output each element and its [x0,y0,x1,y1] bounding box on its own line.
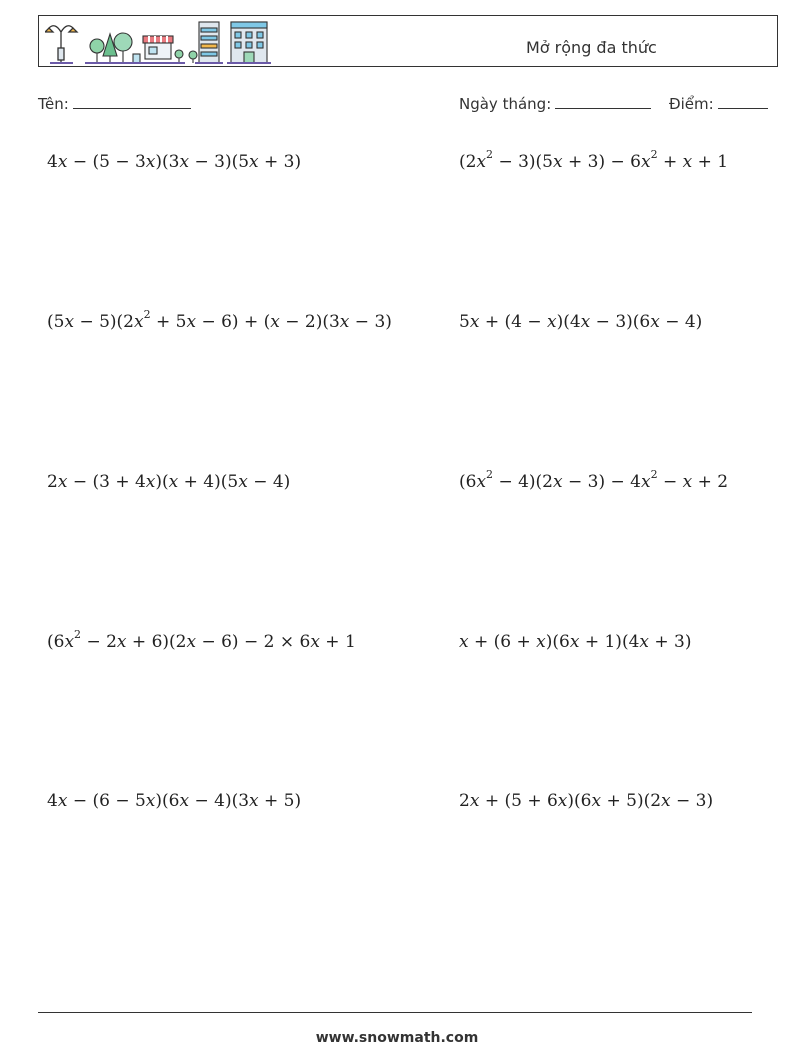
problem: $(6x^2 - 4)(2x - 3) - 4x^2 - x + 2$ [459,468,729,492]
variable: x [639,632,649,652]
variable: x [553,472,563,492]
market-stall-icon [131,36,185,63]
exponent: 2 [650,148,658,162]
tower-building-icon [189,22,223,63]
variable: x [145,152,156,172]
date-label: Ngày tháng: [459,95,552,113]
problem: 2x − (3 + 4x)(x + 4)(5x − 4) [47,472,291,492]
variable: x [557,791,568,811]
variable: x [179,791,190,811]
variable: x [179,152,190,172]
exponent: 2 [74,628,82,642]
variable: x [682,152,693,172]
name-label: Tên: [38,95,69,113]
variable: x [64,632,75,652]
problem: $(6x^2 - 2x + 6)(2x - 6) - 2 \times 6x + 1$ [47,628,356,652]
variable: x [661,791,671,811]
variable: x [238,472,248,492]
header-illustration [45,18,277,66]
variable: x [640,472,651,492]
footer-site: www.snowmath.com [315,1030,479,1046]
exponent: 2 [486,468,494,482]
variable: x [57,152,68,172]
name-field [38,94,191,113]
worksheet-title: Mở rộng đa thức [526,38,657,57]
variable: x [145,791,156,811]
problem: 4x − (5 − 3x)(3x − 3)(5x + 3) [47,152,302,172]
problem: $(2x^2 - 3)(5x + 3) - 6x^2 + x + 1$ [459,148,729,172]
variable: x [249,152,259,172]
problem: 4x − (6 − 5x)(6x − 4)(3x + 5) [47,791,302,811]
variable: x [339,312,350,332]
problem: x + (6 + x)(6x + 1)(4x + 3) [459,632,692,652]
score-field [669,94,768,113]
date-field [459,94,651,113]
variable: x [116,632,127,652]
name-blank[interactable] [73,94,191,109]
variable: x [310,632,320,652]
variable: x [569,632,580,652]
variable: x [591,791,602,811]
footer-divider [38,1012,752,1013]
variable: x [476,152,487,172]
variable: x [57,791,68,811]
variable: x [476,472,487,492]
office-building-icon [227,22,271,63]
street-lamp-icon [45,26,77,63]
date-blank[interactable] [555,94,651,109]
variable: x [64,312,75,332]
variable: x [270,312,280,332]
variable: x [168,472,179,492]
exponent: 2 [650,468,658,482]
variable: x [469,312,480,332]
variable: x [145,472,156,492]
variable: x [186,632,197,652]
exponent: 2 [143,308,151,322]
variable: x [249,791,259,811]
variable: x [650,312,660,332]
variable: x [459,632,469,652]
variable: x [134,312,144,332]
variable: x [580,312,591,332]
problem: 5x + (4 − x)(4x − 3)(6x − 4) [459,312,703,332]
score-label: Điểm: [669,95,714,113]
variable: x [469,791,480,811]
score-blank[interactable] [718,94,768,109]
variable: x [553,152,563,172]
variable: x [186,312,197,332]
problem: 2x + (5 + 6x)(6x + 5)(2x − 3) [459,791,714,811]
variable: x [546,312,557,332]
worksheet-header [38,15,778,67]
variable: x [536,632,546,652]
variable: x [640,152,651,172]
exponent: 2 [486,148,494,162]
problem: $(5x - 5)(2x^2 + 5x - 6) + (x - 2)(3x - 3)$ [47,308,392,332]
variable: x [57,472,68,492]
trees-icon [85,33,137,63]
variable: x [682,472,693,492]
